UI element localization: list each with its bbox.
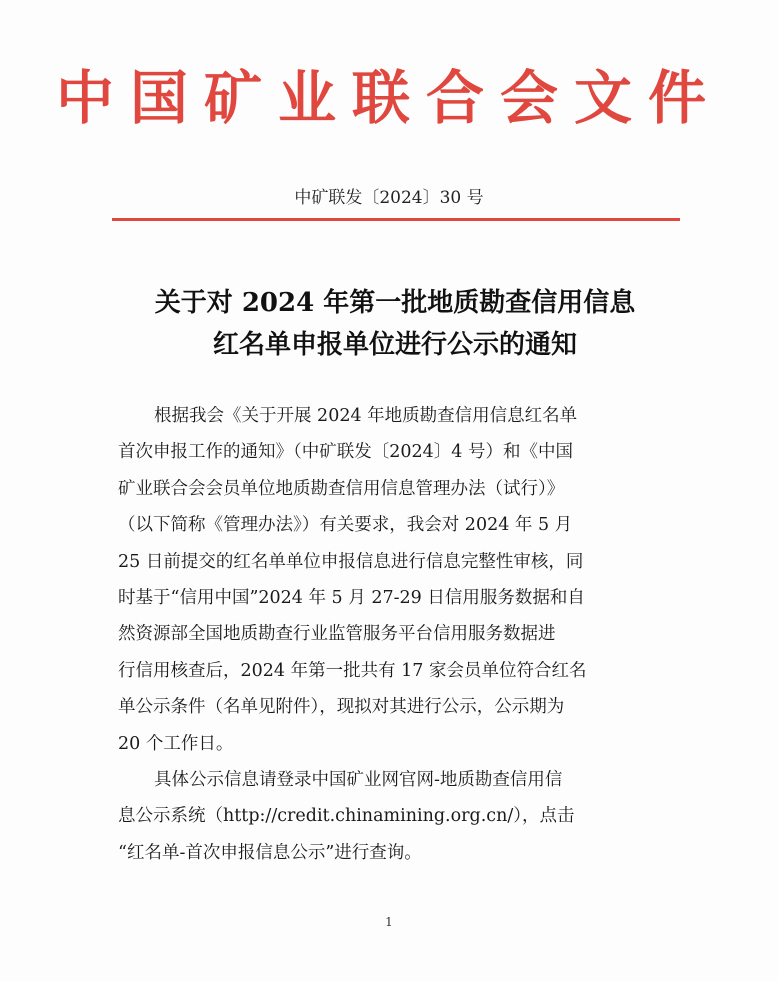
notice-body bbox=[118, 398, 690, 871]
body-line: （以下简称《管理办法》）有关要求，我会对 2024 年 5 月 bbox=[118, 515, 573, 536]
body-line: 息公示系统（http://credit.chinamining.org.cn/），点击 bbox=[118, 806, 575, 827]
red-divider-line bbox=[112, 218, 680, 221]
body-line: 行信用核查后，2024 年第一批共有 17 家会员单位符合红名 bbox=[118, 660, 587, 681]
body-line: 矿业联合会会员单位地质勘查信用信息管理办法（试行）》 bbox=[118, 478, 565, 499]
body-line: “红名单-首次申报信息公示”进行查询。 bbox=[118, 842, 422, 863]
notice-title-line-2: 红名单申报单位进行公示的通知 bbox=[212, 330, 577, 360]
body-line: 首次申报工作的通知》（中矿联发〔2024〕4 号）和《中国 bbox=[118, 442, 573, 463]
document-header-title: 中国矿业联合会文件 bbox=[55, 64, 722, 132]
body-line: 25 日前提交的红名单单位申报信息进行信息完整性审核，同 bbox=[118, 551, 584, 572]
body-line: 根据我会《关于开展 2024 年地质勘查信用信息红名单 bbox=[154, 406, 578, 426]
notice-title-line-1: 关于对 2024 年第一批地质勘查信用信息 bbox=[154, 288, 636, 318]
body-line: 具体公示信息请登录中国矿业网官网-地质勘查信用信 bbox=[154, 769, 563, 790]
document-number: 中矿联发〔2024〕30 号 bbox=[294, 188, 484, 208]
body-line: 时基于“信用中国”2024 年 5 月 27-29 日信用服务数据和自 bbox=[118, 587, 585, 608]
page-number: 1 bbox=[385, 915, 393, 929]
body-line: 然资源部全国地质勘查行业监管服务平台信用服务数据进 bbox=[118, 624, 556, 645]
body-line: 单公示条件（名单见附件），现拟对其进行公示，公示期为 bbox=[118, 697, 565, 718]
body-line: 20 个工作日。 bbox=[118, 733, 234, 754]
notice-title bbox=[90, 282, 700, 366]
